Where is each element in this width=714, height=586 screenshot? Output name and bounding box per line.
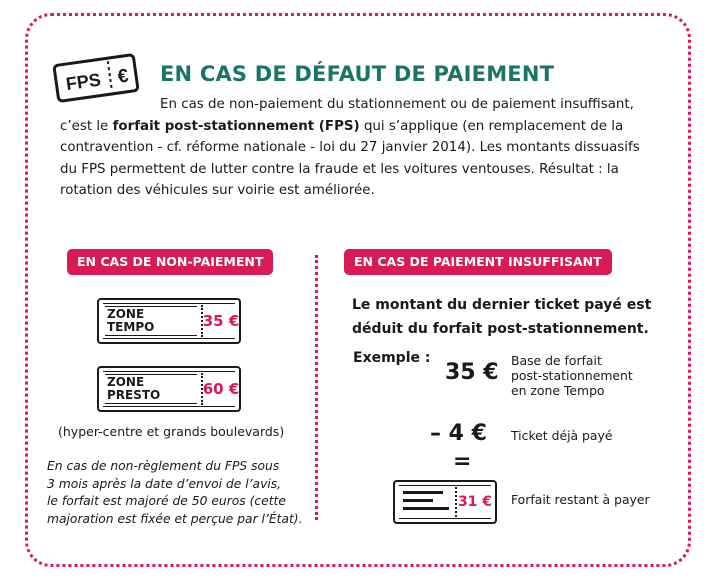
ticket-line <box>403 507 449 510</box>
result-desc: Forfait restant à payer <box>511 492 650 507</box>
amount-base-desc: Base de forfait post-stationnement en zone Tempo <box>511 353 633 398</box>
lead-text: Le montant du dernier ticket payé est déduit du forfait post-stationnement. <box>352 297 652 337</box>
intro-paragraph <box>60 94 650 202</box>
ticket-line <box>403 491 443 494</box>
logo-euro: € <box>116 65 130 88</box>
zone-presto-label: ZONE PRESTO <box>105 374 197 404</box>
majoration-note: En cas de non-règlement du FPS sous 3 mois après la date d’envoi de l’avis, le forfait est majoré de 50 euros (cette majoration est fixée et perçue par l’État). <box>47 459 303 526</box>
ticket-line <box>403 499 433 502</box>
zone-presto-price: 60 € <box>202 380 240 398</box>
ticket-zone-presto <box>97 366 241 412</box>
header-non-paiement: EN CAS DE NON-PAIEMENT <box>67 249 273 275</box>
zone-tempo-price: 35 € <box>202 312 240 330</box>
page-title: EN CAS DE DÉFAUT DE PAIEMENT <box>160 62 555 86</box>
amount-deduction-desc: Ticket déjà payé <box>511 428 613 443</box>
amount-base: 35 € <box>445 360 499 385</box>
ticket-zone-tempo <box>97 298 241 344</box>
intro-part2: c’est le <box>60 118 109 134</box>
equals-sign: = <box>453 449 472 474</box>
ticket-result <box>393 480 497 524</box>
intro-line1: En cas de non-paiement du stationnement ou de paiement insuffisant, <box>160 97 634 112</box>
amount-deduction: – 4 € <box>430 421 487 446</box>
header-paiement-insuffisant: EN CAS DE PAIEMENT INSUFFISANT <box>344 249 612 275</box>
result-price: 31 € <box>457 494 493 510</box>
logo-text: FPS <box>64 69 103 95</box>
column-separator <box>315 255 318 520</box>
example-label: Exemple : <box>353 350 431 366</box>
intro-part3: qui s’applique (en remplacement de la contravention - cf. réforme nationale - loi du 27 janvier 2014). Les montants dissuasifs du FPS permettent de lutter contre la fraude et les voitures ventouses. Résultat : la rotation des véhicules sur voirie est améliorée. <box>60 118 640 198</box>
hyper-centre-note: (hyper-centre et grands boulevards) <box>58 424 285 439</box>
intro-bold: forfait post-stationnement (FPS) <box>112 118 360 134</box>
zone-tempo-label: ZONE TEMPO <box>105 306 197 336</box>
